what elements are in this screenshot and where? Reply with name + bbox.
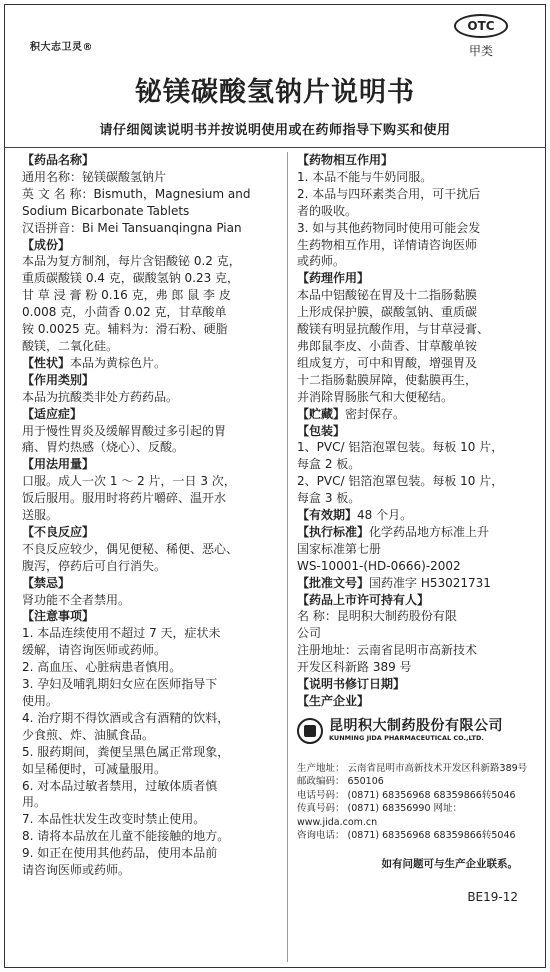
text-line: Sodium Bicarbonate Tablets: [22, 203, 190, 218]
text-line: 肾功能不全者禁用。: [22, 592, 131, 607]
text-line: 4. 治疗期不得饮酒或含有酒精的饮料，: [22, 710, 230, 725]
text-line: 3. 孕妇及哺乳期妇女应在医师指导下: [22, 677, 218, 692]
contact-note: 如有问题可与生产企业联系。: [381, 858, 518, 871]
text-line: 本品为复方制剂，每片含铝酸铋 0.2 克，: [22, 254, 241, 269]
text-line: 酸镁有明显抗酸作用，与甘草浸膏、: [297, 322, 490, 337]
section-ingredients: [22, 237, 279, 355]
text-line: 开发区科新路 389 号: [297, 660, 412, 675]
otc-badge: [452, 14, 510, 59]
section-dosage: [22, 456, 279, 524]
section-heading: 【包装】: [297, 423, 346, 438]
company-logo-block: [297, 718, 532, 744]
text-line: 腹泻，停药后可自行消失。: [22, 558, 167, 573]
section-heading: 【批准文号】: [297, 575, 370, 590]
section-text: 48 个月。: [357, 508, 413, 523]
section-standard: [297, 524, 532, 575]
text-line: 如呈稀便时，可减量服用。: [22, 761, 167, 776]
text-line: 用于慢性胃炎及缓解胃酸过多引起的胃: [22, 423, 227, 438]
text-line: 国家标准第七册: [297, 541, 382, 556]
text-line: 3. 如与其他药物同时使用可能会发: [297, 220, 481, 235]
brand-logo-text: 积大志卫灵®: [30, 42, 93, 53]
text-line: 9. 如正在使用其他药品，使用本品前: [22, 846, 218, 861]
text-line: 甘 草 浸 膏 粉 0.16 克，弗 郎 鼠 李 皮: [22, 288, 231, 303]
text-line: 每盒 3 板。: [297, 491, 361, 506]
text-line: 不良反应较少，偶见便秘、稀便、恶心、: [22, 541, 239, 556]
section-approval: [297, 575, 532, 592]
section-revision-heading: 【说明书修订日期】: [297, 677, 406, 692]
text-line: 请咨询医师或药师。: [22, 863, 131, 878]
text-line: 通用名称：铋镁碳酸氢钠片: [22, 169, 167, 184]
text-line: 5. 服药期间，粪便呈黑色属正常现象，: [22, 744, 230, 759]
section-heading: 【药理作用】: [297, 271, 370, 286]
section-heading: 【药品上市许可持有人】: [297, 592, 430, 607]
text-line: 组成复方，可中和胃酸，增强胃及: [297, 355, 478, 370]
text-line: 8. 请将本品放在儿童不能接触的地方。: [22, 829, 230, 844]
section-indications: [22, 406, 279, 457]
text-line: 7. 本品性状发生改变时禁止使用。: [22, 812, 206, 827]
section-pharmacology: [297, 270, 532, 405]
section-package: [297, 423, 532, 508]
section-heading: 【注意事项】: [22, 609, 95, 624]
text-line: 用。: [22, 795, 47, 810]
text-line: 饭后服用。服用时将药片嚼碎、温开水: [22, 491, 227, 506]
section-heading: 【不良反应】: [22, 524, 95, 539]
contact-block: [297, 762, 532, 842]
left-column: [22, 152, 279, 879]
contact-line: 电话号码： (0871) 68356968 68359866转5046: [297, 789, 516, 801]
text-line: 痛、胃灼热感（烧心）、反酸。: [22, 440, 185, 455]
column-divider: [287, 152, 288, 962]
otc-class: 甲类: [468, 44, 493, 58]
text-line: 弗郎鼠李皮、小茴香、甘草酸单铵: [297, 338, 478, 353]
section-heading: 【禁忌】: [22, 575, 71, 590]
right-column: [297, 152, 532, 906]
text-line: 铵 0.0025 克。辅料为：滑石粉、硬脂: [22, 322, 228, 337]
text-line: 上形成保护膜，碳酸氢钠、重质碳: [297, 305, 478, 320]
text-line: 生药物相互作用，详情请咨询医师: [297, 237, 478, 252]
text-line: 2、PVC/ 铝箔泡罩包装。每板 10 片，: [297, 474, 504, 489]
text-line: 送服。: [22, 508, 59, 523]
text-line: 0.008 克，小茴香 0.02 克，甘草酸单: [22, 305, 227, 320]
text-line: 2. 高血压、心脏病患者慎用。: [22, 660, 182, 675]
section-text: 密封保存。: [345, 406, 406, 421]
text-line: WS-10001-(HD-0666)-2002: [297, 558, 461, 573]
section-drug-name: [22, 152, 279, 237]
section-text: 化学药品地方标准上升: [369, 524, 490, 539]
section-contraindications: [22, 575, 279, 609]
text-line: 汉语拼音：Bi Mei Tansuanqingna Pian: [22, 220, 242, 235]
section-heading: 【用法用量】: [22, 457, 95, 472]
section-mah: [297, 592, 532, 677]
text-line: 本品中铝酸铋在胃及十二指肠黏膜: [297, 288, 478, 303]
section-heading: 【性状】: [22, 355, 71, 370]
header-divider: [4, 147, 546, 148]
section-heading: 【有效期】: [297, 508, 358, 523]
text-line: 酸镁，二氧化硅。: [22, 338, 119, 353]
document-title: 铋镁碳酸氢钠片说明书: [135, 77, 415, 108]
company-logo-icon: [297, 718, 323, 744]
section-heading: 【贮藏】: [297, 406, 346, 421]
text-line: 注册地址：云南省昆明市高新技术: [297, 643, 478, 658]
text-line: 使用。: [22, 694, 59, 708]
section-heading: 【成份】: [22, 237, 71, 252]
section-text: 国药准字 H53021731: [369, 575, 491, 590]
document-subtitle: 请仔细阅读说明书并按说明使用或在药师指导下购买和使用: [99, 123, 451, 138]
company-name-cn: 昆明积大制药股份有限公司: [329, 718, 503, 735]
text-line: 本品为抗酸类非处方药药品。: [22, 389, 179, 404]
text-line: 6. 对本品过敏者禁用，过敏体质者慎: [22, 778, 218, 793]
otc-label: OTC: [454, 14, 508, 38]
text-line: 口服。成人一次 1 ～ 2 片，一日 3 次，: [22, 474, 236, 489]
section-text: 本品为黄棕色片。: [70, 355, 167, 370]
section-category: [22, 372, 279, 406]
text-line: 1、PVC/ 铝箔泡罩包装。每板 10 片，: [297, 440, 504, 455]
text-line: 少食煎、炸、油腻食品。: [22, 727, 155, 742]
section-heading: 【执行标准】: [297, 524, 370, 539]
section-heading: 【作用类别】: [22, 372, 95, 387]
text-line: 或药师。: [297, 254, 346, 269]
contact-line: 生产地址： 云南省昆明市高新技术开发区科新路389号: [297, 762, 528, 774]
section-adverse: [22, 524, 279, 575]
contact-line: 咨询电话： (0871) 68356968 68359866转5046: [297, 829, 516, 841]
text-line: 十二指肠黏膜屏障，使黏膜再生，: [297, 372, 478, 387]
text-line: 并消除胃肠胀气和大便秘结。: [297, 389, 454, 404]
text-line: 1. 本品不能与牛奶同服。: [297, 169, 433, 184]
text-line: 者的吸收。: [297, 203, 358, 218]
section-appearance: [22, 355, 279, 372]
text-line: 公司: [297, 626, 322, 641]
section-precautions: [22, 608, 279, 879]
text-line: 缓解，请咨询医师或药师。: [22, 643, 167, 658]
text-line: 2. 本品与四环素类合用，可干扰后: [297, 186, 481, 201]
text-line: 1. 本品连续使用不超过 7 天，症状未: [22, 626, 221, 641]
section-storage: [297, 406, 532, 423]
section-heading: 【适应症】: [22, 406, 83, 421]
text-line: 英 文 名 称：Bismuth，Magnesium and: [22, 186, 251, 201]
text-line: 重质碳酸镁 0.4 克，碳酸氢钠 0.23 克，: [22, 271, 240, 286]
section-heading: 【药物相互作用】: [297, 153, 394, 167]
section-interactions: [297, 152, 532, 270]
text-line: 名 称：昆明积大制药股份有限: [297, 609, 457, 624]
text-line: 每盒 2 板。: [297, 457, 361, 472]
company-name-en: KUNMING JIDA PHARMACEUTICAL CO.,LTD.: [329, 734, 484, 743]
contact-line: 传真号码： (0871) 68356990 网址：www.jida.com.cn: [297, 803, 463, 828]
section-validity: [297, 507, 532, 524]
section-manufacturer-heading: 【生产企业】: [297, 694, 370, 708]
contact-line: 邮政编码： 650106: [297, 776, 384, 788]
section-heading: 【药品名称】: [22, 153, 95, 167]
version-code: BE19-12: [467, 890, 518, 905]
